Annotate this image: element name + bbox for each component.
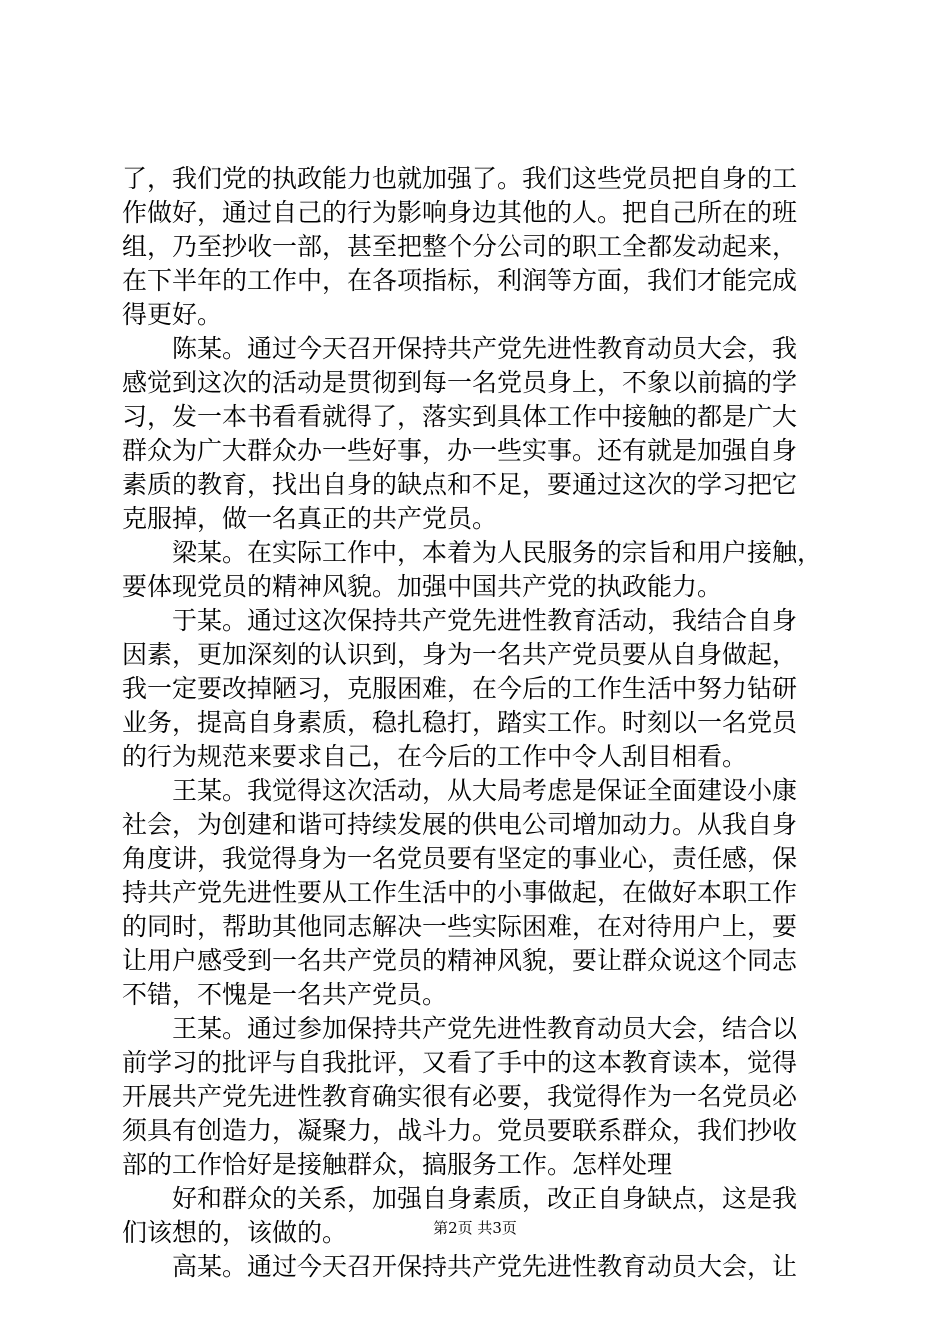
text-line: 好和群众的关系，加强自身素质，改正自身缺点，这是我 [122,1184,798,1213]
text-line: 王某。通过参加保持共产党先进性教育动员大会，结合以 [122,1014,798,1043]
text-line: 组，乃至抄收一部，甚至把整个分公司的职工全都发动起来， [122,232,798,261]
text-line: 们该想的，该做的。 [122,1218,348,1247]
text-line: 作做好，通过自己的行为影响身边其他的人。把自己所在的班 [122,198,798,227]
text-line: 的行为规范来要求自己，在今后的工作中令人刮目相看。 [122,742,748,771]
text-line: 梁某。在实际工作中，本着为人民服务的宗旨和用户接触， [122,538,823,567]
text-line: 开展共产党先进性教育确实很有必要，我觉得作为一名党员必 [122,1082,798,1111]
text-line: 王某。我觉得这次活动，从大局考虑是保证全面建设小康 [122,776,798,805]
page-number-footer: 第2页 共3页 [433,1219,517,1237]
document-body [122,162,842,1284]
text-line: 社会，为创建和谐可持续发展的供电公司增加动力。从我自身 [122,810,798,839]
text-line: 高某。通过今天召开保持共产党先进性教育动员大会，让 [122,1252,798,1281]
text-line: 的同时，帮助其他同志解决一些实际困难，在对待用户上，要 [122,912,798,941]
text-line: 克服掉，做一名真正的共产党员。 [122,504,498,533]
text-line: 部的工作恰好是接触群众，搞服务工作。怎样处理 [122,1150,673,1179]
text-line: 持共产党先进性要从工作生活中的小事做起，在做好本职工作 [122,878,798,907]
text-line: 业务，提高自身素质，稳扎稳打，踏实工作。时刻以一名党员 [122,708,798,737]
text-line: 角度讲，我觉得身为一名党员要有坚定的事业心，责任感，保 [122,844,798,873]
text-line: 不错，不愧是一名共产党员。 [122,980,448,1009]
text-line: 我一定要改掉陋习，克服困难，在今后的工作生活中努力钻研 [122,674,798,703]
text-line: 得更好。 [122,300,223,329]
text-line: 须具有创造力，凝聚力，战斗力。党员要联系群众，我们抄收 [122,1116,798,1145]
text-line: 陈某。通过今天召开保持共产党先进性教育动员大会，我 [122,334,798,363]
text-line: 习，发一本书看看就得了，落实到具体工作中接触的都是广大 [122,402,798,431]
text-line: 前学习的批评与自我批评，又看了手中的这本教育读本，觉得 [122,1048,798,1077]
text-line: 要体现党员的精神风貌。加强中国共产党的执政能力。 [122,572,723,601]
text-line: 感觉到这次的活动是贯彻到每一名党员身上，不象以前搞的学 [122,368,798,397]
text-line: 了，我们党的执政能力也就加强了。我们这些党员把自身的工 [122,164,798,193]
text-line: 在下半年的工作中，在各项指标，利润等方面，我们才能完成 [122,266,798,295]
text-line: 于某。通过这次保持共产党先进性教育活动，我结合自身 [122,606,798,635]
text-line: 素质的教育，找出自身的缺点和不足，要通过这次的学习把它 [122,470,798,499]
text-line: 让用户感受到一名共产党员的精神风貌，要让群众说这个同志 [122,946,798,975]
text-line: 因素，更加深刻的认识到，身为一名共产党员要从自身做起， [122,640,798,669]
text-line: 群众为广大群众办一些好事，办一些实事。还有就是加强自身 [122,436,798,465]
